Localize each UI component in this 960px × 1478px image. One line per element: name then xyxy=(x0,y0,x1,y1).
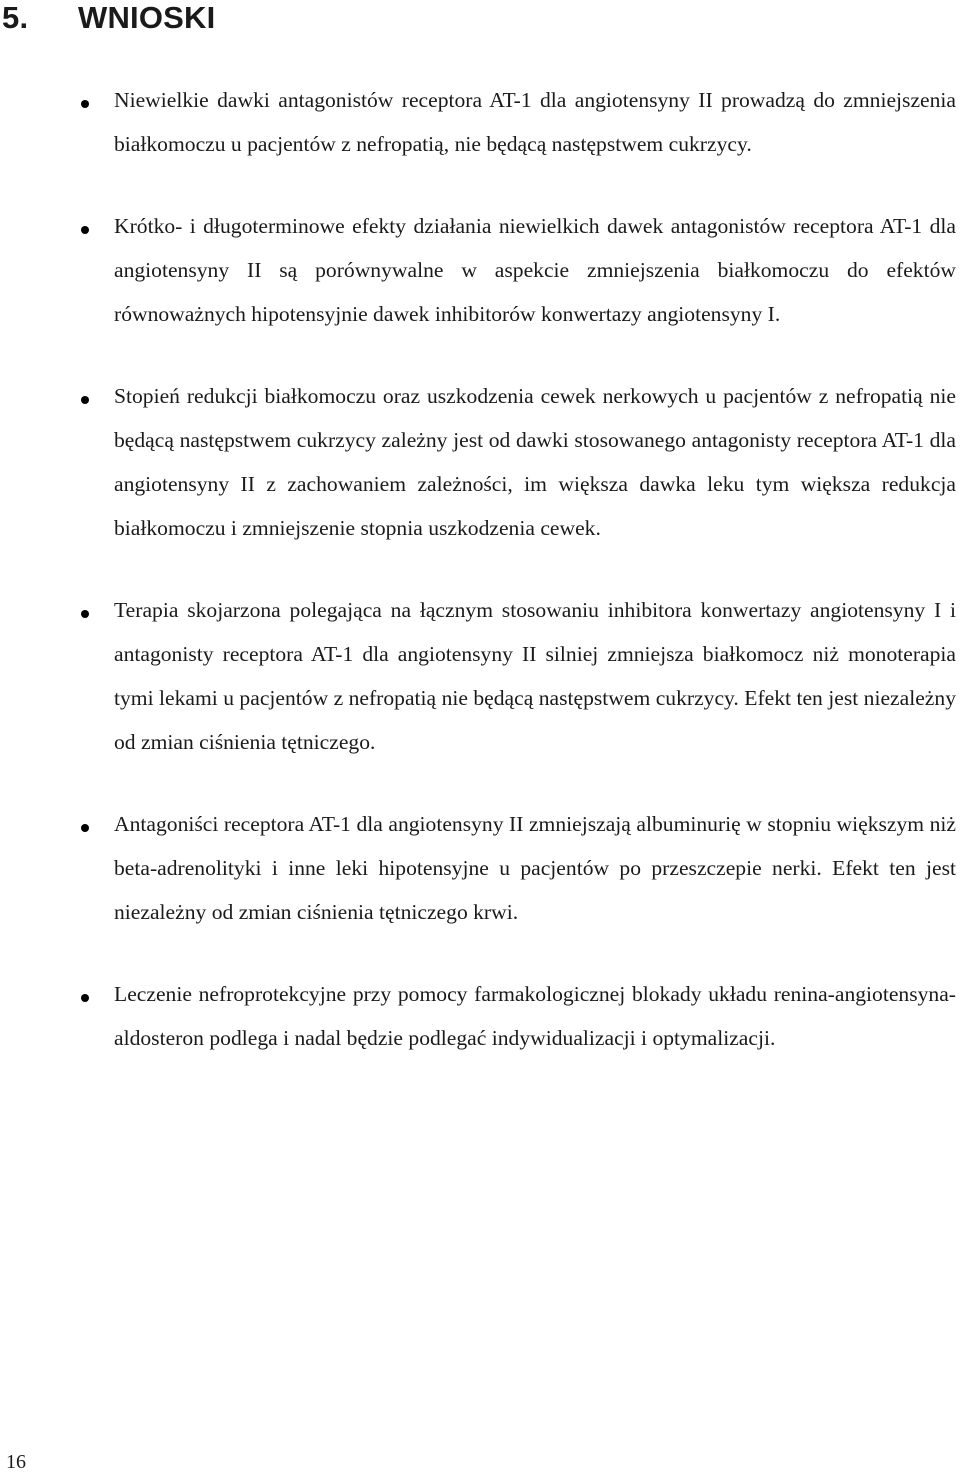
conclusion-text: Terapia skojarzona polegająca na łącznym stosowaniu inhibitora konwertazy angiotensyny I i antagonisty receptora AT-1 dla angiotensyny II silniej zmniejsza białkomocz niż monoterapia tymi lekami u pacjentów z nefropatią nie będącą następstwem cukrzycy. Efekt ten jest niezależny od zmian ciśnienia tętniczego. xyxy=(114,598,956,754)
section-heading xyxy=(2,0,215,38)
bullet-icon xyxy=(81,824,89,832)
conclusion-text: Leczenie nefroprotekcyjne przy pomocy farmakologicznej blokady układu renina-angiotensyna-aldosteron podlega i nadal będzie podlegać indywidualizacji i optymalizacji. xyxy=(114,982,956,1050)
conclusion-item xyxy=(0,374,960,550)
conclusion-item xyxy=(0,802,960,934)
bullet-icon xyxy=(81,226,89,234)
conclusion-text: Antagoniści receptora AT-1 dla angiotensyny II zmniejszają albuminurię w stopniu większym niż beta-adrenolityki i inne leki hipotensyjne u pacjentów po przeszczepie nerki. Efekt ten jest niezależny od zmian ciśnienia tętniczego krwi. xyxy=(114,812,956,924)
bullet-icon xyxy=(81,610,89,618)
conclusion-item xyxy=(0,204,960,336)
bullet-icon xyxy=(81,100,89,108)
conclusion-text: Krótko- i długoterminowe efekty działania niewielkich dawek antagonistów receptora AT-1 dla angiotensyny II są porównywalne w aspekcie zmniejszenia białkomoczu do efektów równoważnych hipotensyjnie dawek inhibitorów konwertazy angiotensyny I. xyxy=(114,214,956,326)
section-number: 5. xyxy=(2,0,29,35)
conclusion-item xyxy=(0,972,960,1060)
bullet-icon xyxy=(81,994,89,1002)
conclusion-item xyxy=(0,78,960,166)
section-title: WNIOSKI xyxy=(78,0,216,35)
conclusions-list xyxy=(0,78,960,1098)
conclusion-text: Stopień redukcji białkomoczu oraz uszkodzenia cewek nerkowych u pacjentów z nefropatią nie będącą następstwem cukrzycy zależny jest od dawki stosowanego antagonisty receptora AT-1 dla angiotensyny II z zachowaniem zależności, im większa dawka leku tym większa redukcja białkomoczu i zmniejszenie stopnia uszkodzenia cewek. xyxy=(114,384,956,540)
conclusion-item xyxy=(0,588,960,764)
page-number: 16 xyxy=(6,1451,26,1473)
bullet-icon xyxy=(81,396,89,404)
conclusion-text: Niewielkie dawki antagonistów receptora AT-1 dla angiotensyny II prowadzą do zmniejszenia białkomoczu u pacjentów z nefropatią, nie będącą następstwem cukrzycy. xyxy=(114,88,956,156)
